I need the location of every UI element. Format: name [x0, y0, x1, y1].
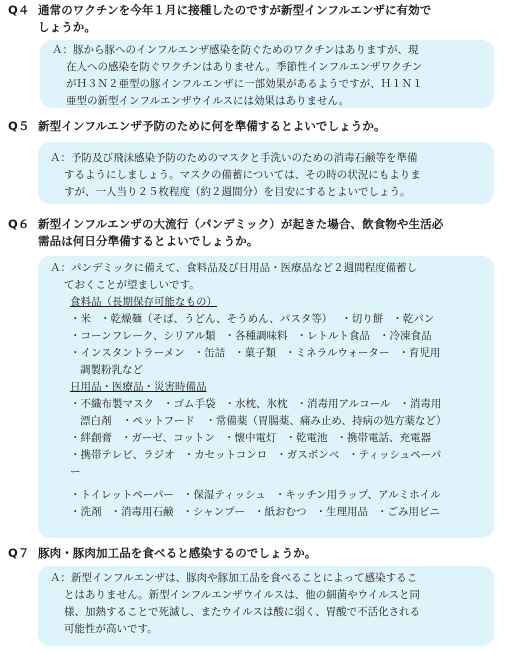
answer-line: ておくことが望ましいです。: [64, 279, 200, 291]
list-item: ・洗剤: [70, 506, 102, 518]
daily-line: [50, 487, 488, 504]
answer-line: とはありません。新型インフルエンザウイルスは、他の細菌やウイルスと同: [64, 589, 420, 601]
question-text: 新型インフルエンザの大流行（パンデミック）が起きた場合、飲食物や生活必: [38, 217, 444, 231]
question-text: 豚肉・豚肉加工品を食べると感染するのでしょうか。: [38, 546, 317, 560]
answer-line: Ａ：新型インフルエンザは、豚肉や豚加工品を食べることによって感染するこ: [50, 572, 418, 584]
answer-box-q4: [40, 40, 494, 108]
daily-line: [50, 430, 488, 447]
list-item: ・ゴム手袋: [163, 398, 216, 410]
question-number: Q４: [8, 3, 30, 17]
food-heading: 食料品（長期保存可能なもの）: [70, 296, 217, 308]
answer-line: するようにしましょう。マスクの備蓄については、その時の状況にもよりま: [64, 169, 421, 181]
list-item: ・紙おむつ: [253, 506, 307, 518]
answer-line: Ａ：豚から豚へのインフルエンザ感染を防ぐためのワクチンはありますが、現: [52, 44, 419, 56]
daily-line-cont: ー: [70, 466, 81, 478]
daily-heading: 日用品・医療品・災害時備品: [70, 381, 207, 393]
list-item: ・消毒用: [399, 398, 442, 410]
list-item: ・水枕、氷枕: [224, 398, 288, 410]
answer-box-q5: [38, 142, 494, 204]
list-item: ・懐中電灯: [223, 432, 277, 444]
list-item: ・冷凍食品: [379, 330, 432, 342]
list-item: ・缶詰: [193, 347, 226, 359]
list-item: ・乾パン: [392, 313, 435, 325]
list-item: ・消毒用石鹸: [110, 506, 174, 518]
question-text: 新型インフルエンザ予防のために何を準備するとよいでしょうか。: [38, 119, 386, 133]
question-text-cont: 需品は何日分準備するとよいでしょうか。: [38, 234, 259, 248]
list-item: ・カセットコンロ: [183, 449, 268, 461]
list-item: ・米: [70, 313, 91, 325]
answer-line: 様、加熱することで死滅し、またウイルスは酸に弱く、胃酸で不活化される: [64, 606, 421, 618]
answer-line: すが、一人当り２５枚程度（約２週間分）を目安にするとよいでしょう。: [64, 186, 411, 198]
list-item: ・レトルト食品: [296, 330, 371, 342]
question-text: 通常のワクチンを今年１月に接種したのですが新型インフルエンザに有効で: [38, 3, 432, 17]
question-q4: [8, 2, 431, 36]
daily-line: [50, 396, 488, 413]
answer-line: 可能性が高いです。: [64, 623, 158, 635]
list-item: ・ティッシュペーパ: [348, 449, 442, 461]
food-line-cont: 調製粉乳など: [80, 364, 143, 376]
list-item: ・キッチン用ラップ、アルミホイル: [274, 489, 441, 501]
list-item: ・保湿ティッシュ: [182, 489, 266, 501]
question-q6: [8, 216, 443, 250]
answer-line: 在人への感染を防ぐワクチンはありません。季節性インフルエンザワクチン: [66, 61, 423, 73]
list-item: ・ガーゼ、コットン: [121, 432, 215, 444]
list-item: ・消毒用アルコール: [296, 398, 391, 410]
list-item: ・各種調味料: [224, 330, 288, 342]
list-item: ・不織布製マスク: [70, 398, 154, 410]
list-item: ・乾燥麺（そば、うどん、そうめん、パスタ等）: [100, 313, 333, 325]
answer-box-q7: [38, 566, 494, 646]
list-item: ・シャンプー: [182, 506, 245, 518]
daily-line: [50, 447, 488, 464]
list-item: ・切り餅: [341, 313, 384, 325]
list-item: ・ガスボンベ: [276, 449, 340, 461]
answer-line: 亜型の新型インフルエンザウイルスには効果はありません。: [66, 95, 350, 107]
list-item: ・絆創膏: [70, 432, 112, 444]
list-item: ・ミネラルウォーター: [285, 347, 390, 359]
answer-box-q6: [38, 256, 494, 538]
daily-line-cont: 漂白剤 ・ペットフード ・常備薬（胃腸薬、痛み止め、持病の処方薬など）: [80, 415, 447, 427]
list-item: ・ごみ用ビニ: [376, 506, 440, 518]
list-item: ・携帯テレビ、ラジオ: [70, 449, 175, 461]
list-item: ・携帯電話、充電器: [336, 432, 431, 444]
list-item: ・コーンフレーク、シリアル類: [70, 330, 216, 342]
food-line: [50, 345, 488, 362]
answer-line: Ａ：パンデミックに備えて、食料品及び日用品・医療品など２週間程度備蓄し: [50, 262, 418, 274]
list-item: ・インスタントラーメン: [70, 347, 185, 359]
food-line: [50, 328, 488, 345]
question-q7: [8, 545, 316, 562]
question-number: Q６: [8, 217, 30, 231]
question-text-cont: しょうか。: [38, 20, 96, 34]
daily-line: [50, 504, 488, 521]
list-item: ・乾電池: [285, 432, 328, 444]
question-number: Q７: [8, 546, 30, 560]
list-item: ・トイレットペーパー: [70, 489, 174, 501]
answer-line: Ａ：予防及び飛沫感染予防のためのマスクと手洗いのための消毒石鹸等を準備: [50, 152, 418, 164]
question-q5: [8, 118, 386, 135]
question-number: Q５: [8, 119, 30, 133]
food-line: [50, 311, 488, 328]
answer-line: がＨ３Ｎ２亜型の豚インフルエンザに一部効果があるようですが、Ｈ１Ｎ１: [66, 78, 423, 90]
list-item: ・菓子類: [234, 347, 277, 359]
list-item: ・生理用品: [315, 506, 368, 518]
list-item: ・育児用: [398, 347, 441, 359]
